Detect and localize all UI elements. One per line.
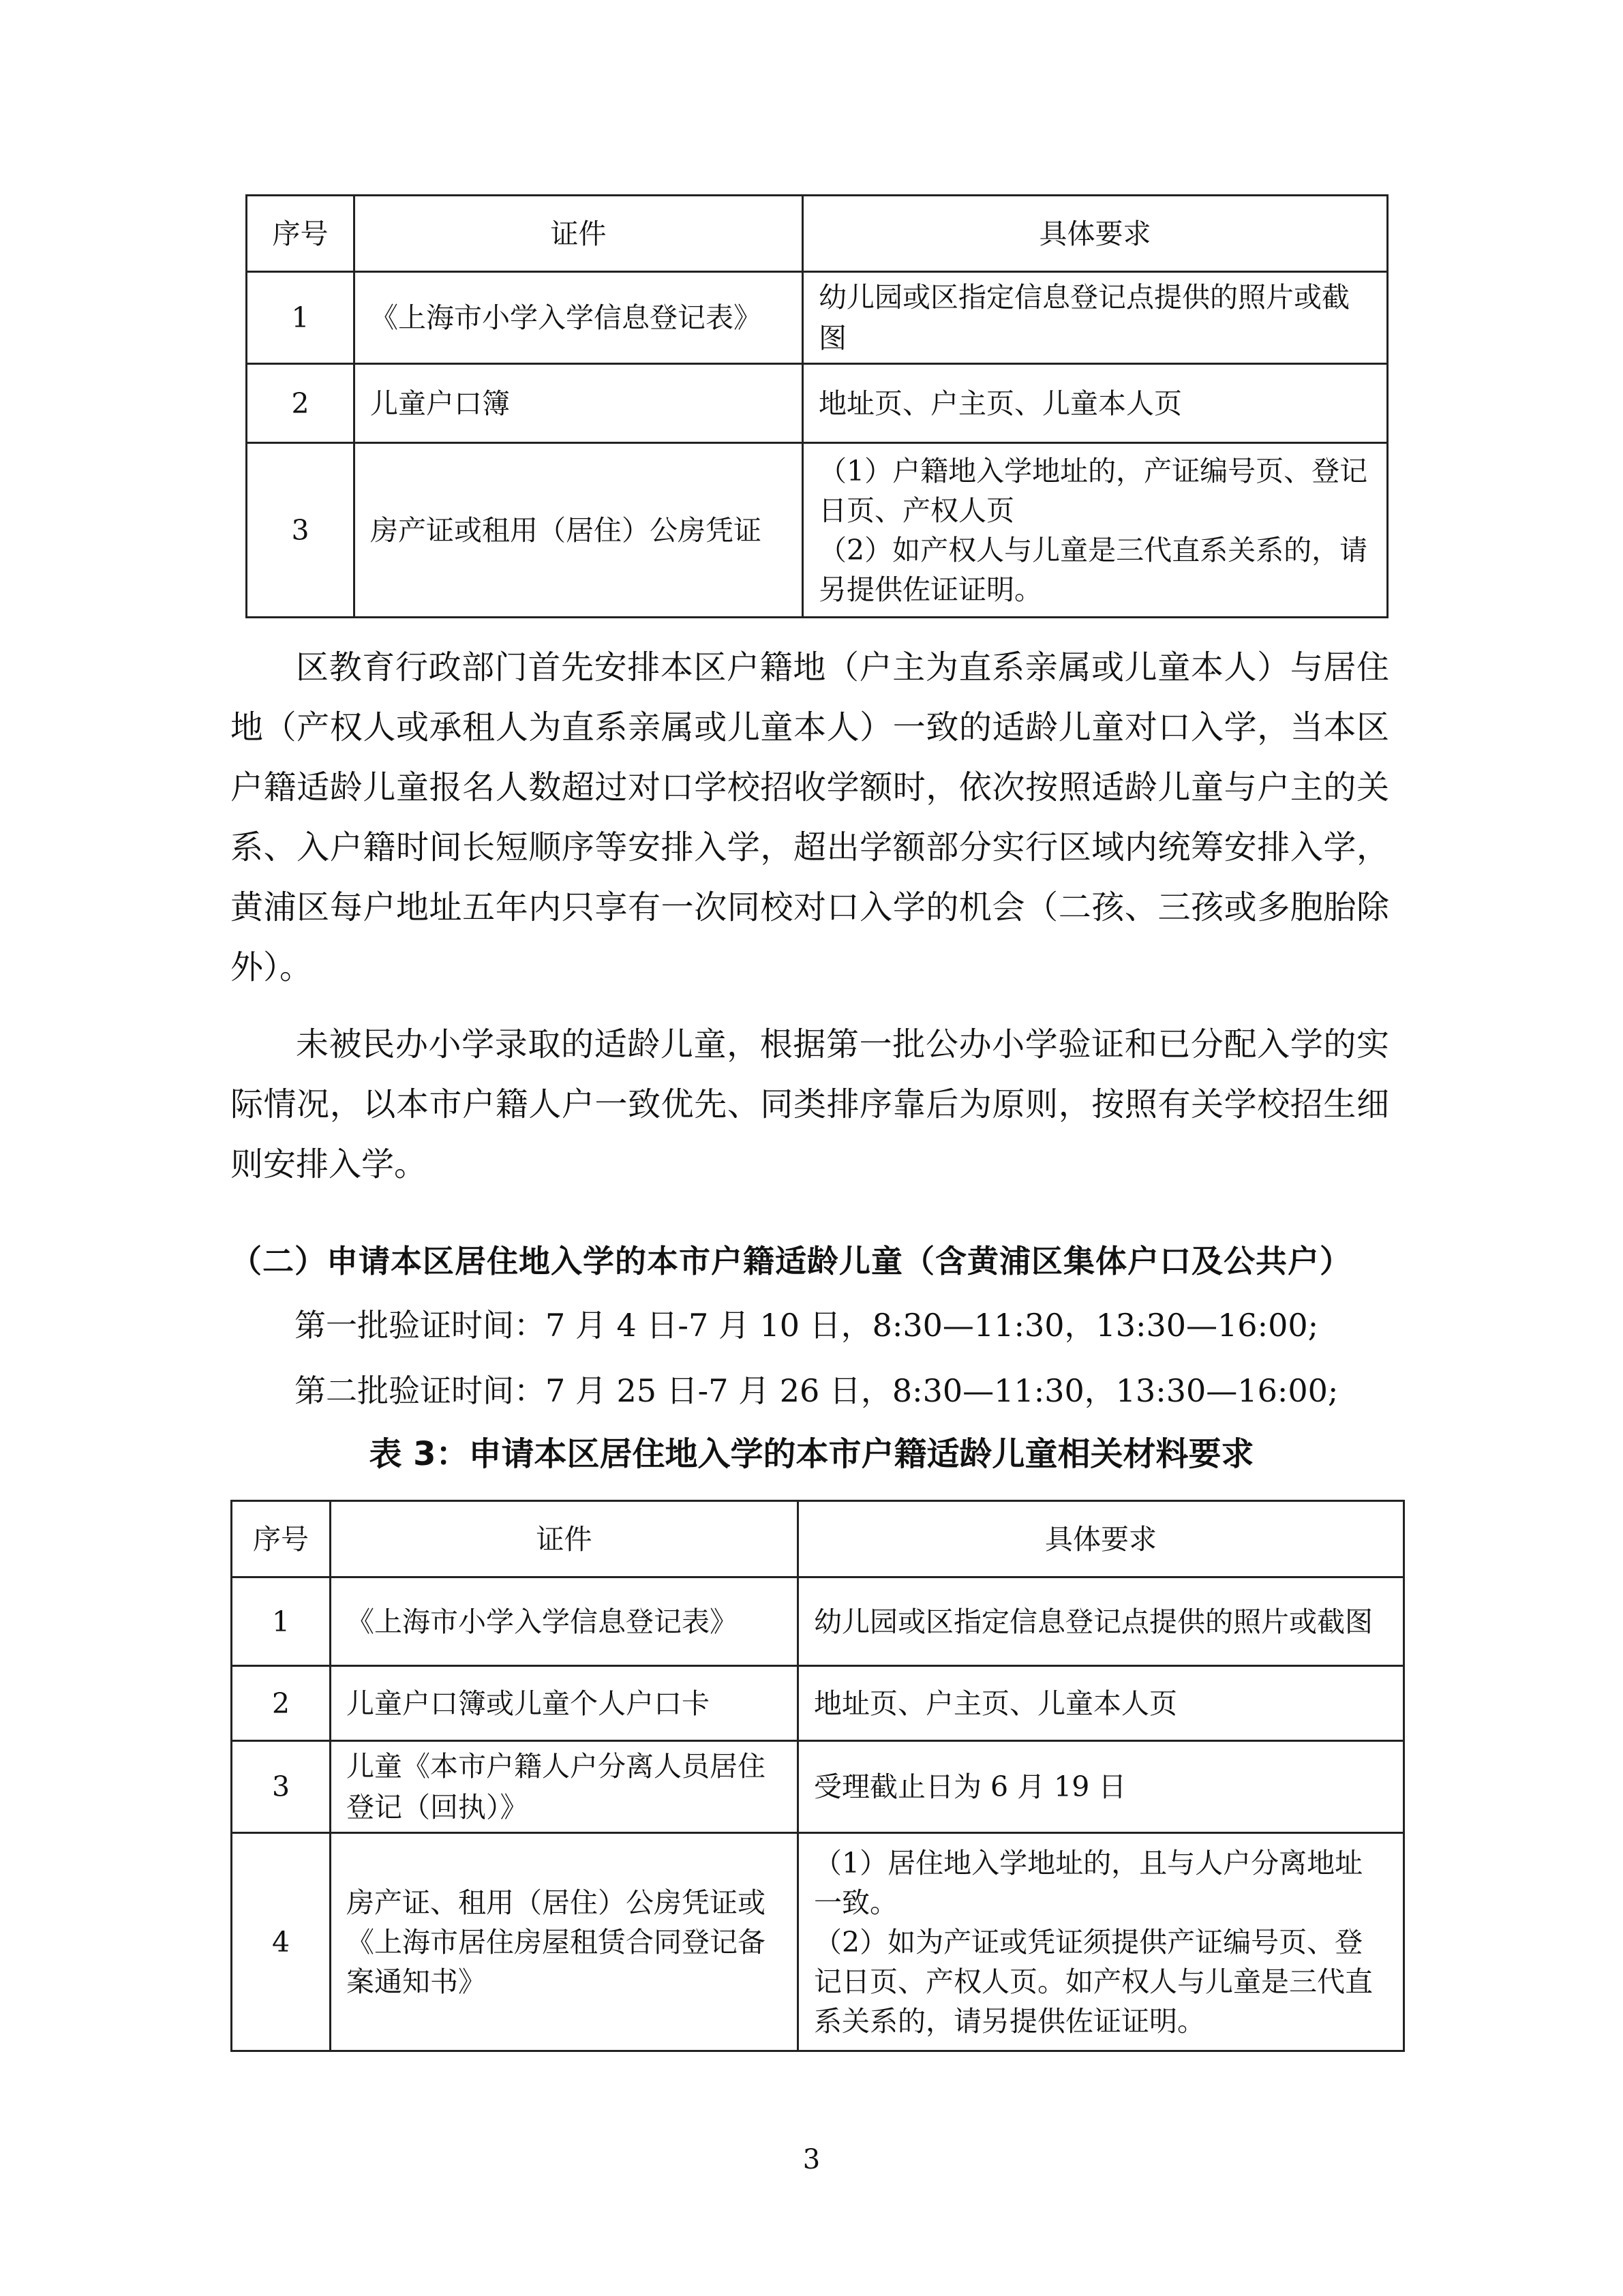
requirements-table-3 (230, 1500, 1405, 2052)
table-row (232, 1577, 1404, 1666)
schedule-first-batch: 第一批验证时间：7 月 4 日-7 月 10 日，8:30—11:30，13:30—16:00; (294, 1307, 1319, 1344)
row-document: 房产证或租用（居住）公房凭证 (354, 443, 803, 618)
table-title: 表 3：申请本区居住地入学的本市户籍适龄儿童相关材料要求 (369, 1435, 1254, 1473)
header-document: 证件 (331, 1501, 798, 1577)
row-document: 儿童户口簿 (354, 364, 803, 443)
row-document: 《上海市小学入学信息登记表》 (354, 272, 803, 364)
table-row (232, 1741, 1404, 1833)
row-document: 《上海市小学入学信息登记表》 (331, 1577, 798, 1666)
row-requirement: （1）居住地入学地址的，且与人户分离地址一致。 （2）如为产证或凭证须提供产证编号页、登记日页、产权人页。如产权人与儿童是三代直系关系的，请另提供佐证证明。 (798, 1833, 1404, 2051)
row-requirement: （1）户籍地入学地址的，产证编号页、登记日页、产权人页 （2）如产权人与儿童是三代直系关系的，请另提供佐证证明。 (803, 443, 1388, 618)
table-row (247, 364, 1388, 443)
header-document: 证件 (354, 196, 803, 272)
row-no: 1 (247, 272, 354, 364)
header-requirement: 具体要求 (798, 1501, 1404, 1577)
table-row (232, 1833, 1404, 2051)
header-no: 序号 (247, 196, 354, 272)
header-requirement: 具体要求 (803, 196, 1388, 272)
row-no: 1 (232, 1577, 331, 1666)
header-no: 序号 (232, 1501, 331, 1577)
table-row (247, 272, 1388, 364)
row-no: 2 (247, 364, 354, 443)
section-heading: （二）申请本区居住地入学的本市户籍适龄儿童（含黄浦区集体户口及公共户） (230, 1243, 1352, 1280)
row-document: 儿童户口簿或儿童个人户口卡 (331, 1666, 798, 1741)
row-no: 2 (232, 1666, 331, 1741)
row-document: 儿童《本市户籍人户分离人员居住登记（回执）》 (331, 1741, 798, 1833)
requirements-table-1 (245, 194, 1389, 618)
page-number: 3 (802, 2144, 821, 2175)
row-no: 4 (232, 1833, 331, 2051)
policy-paragraph-2: 未被民办小学录取的适龄儿童，根据第一批公办小学验证和已分配入学的实际情况，以本市户籍人户一致优先、同类排序靠后为原则，按照有关学校招生细则安排入学。 (230, 1025, 1389, 1183)
table-row (247, 443, 1388, 618)
table-row (232, 1666, 1404, 1741)
table-header-row (232, 1501, 1404, 1577)
schedule-second-batch: 第二批验证时间：7 月 25 日-7 月 26 日，8:30—11:30，13:30—16:00; (294, 1372, 1339, 1409)
policy-paragraph-1: 区教育行政部门首先安排本区户籍地（户主为直系亲属或儿童本人）与居住地（产权人或承租人为直系亲属或儿童本人）一致的适龄儿童对口入学，当本区户籍适龄儿童报名人数超过对口学校招收学额时，依次按照适龄儿童与户主的关系、入户籍时间长短顺序等安排入学，超出学额部分实行区域内统筹安排入学，黄浦区每户地址五年内只享有一次同校对口入学的机会（二孩、三孩或多胞胎除外）。 (230, 648, 1389, 986)
row-document: 房产证、租用（居住）公房凭证或《上海市居住房屋租赁合同登记备案通知书》 (331, 1833, 798, 2051)
row-requirement: 幼儿园或区指定信息登记点提供的照片或截图 (803, 272, 1388, 364)
row-requirement: 幼儿园或区指定信息登记点提供的照片或截图 (798, 1577, 1404, 1666)
row-requirement: 地址页、户主页、儿童本人页 (798, 1666, 1404, 1741)
row-requirement: 受理截止日为 6 月 19 日 (798, 1741, 1404, 1833)
row-requirement: 地址页、户主页、儿童本人页 (803, 364, 1388, 443)
row-no: 3 (247, 443, 354, 618)
row-no: 3 (232, 1741, 331, 1833)
table-header-row (247, 196, 1388, 272)
